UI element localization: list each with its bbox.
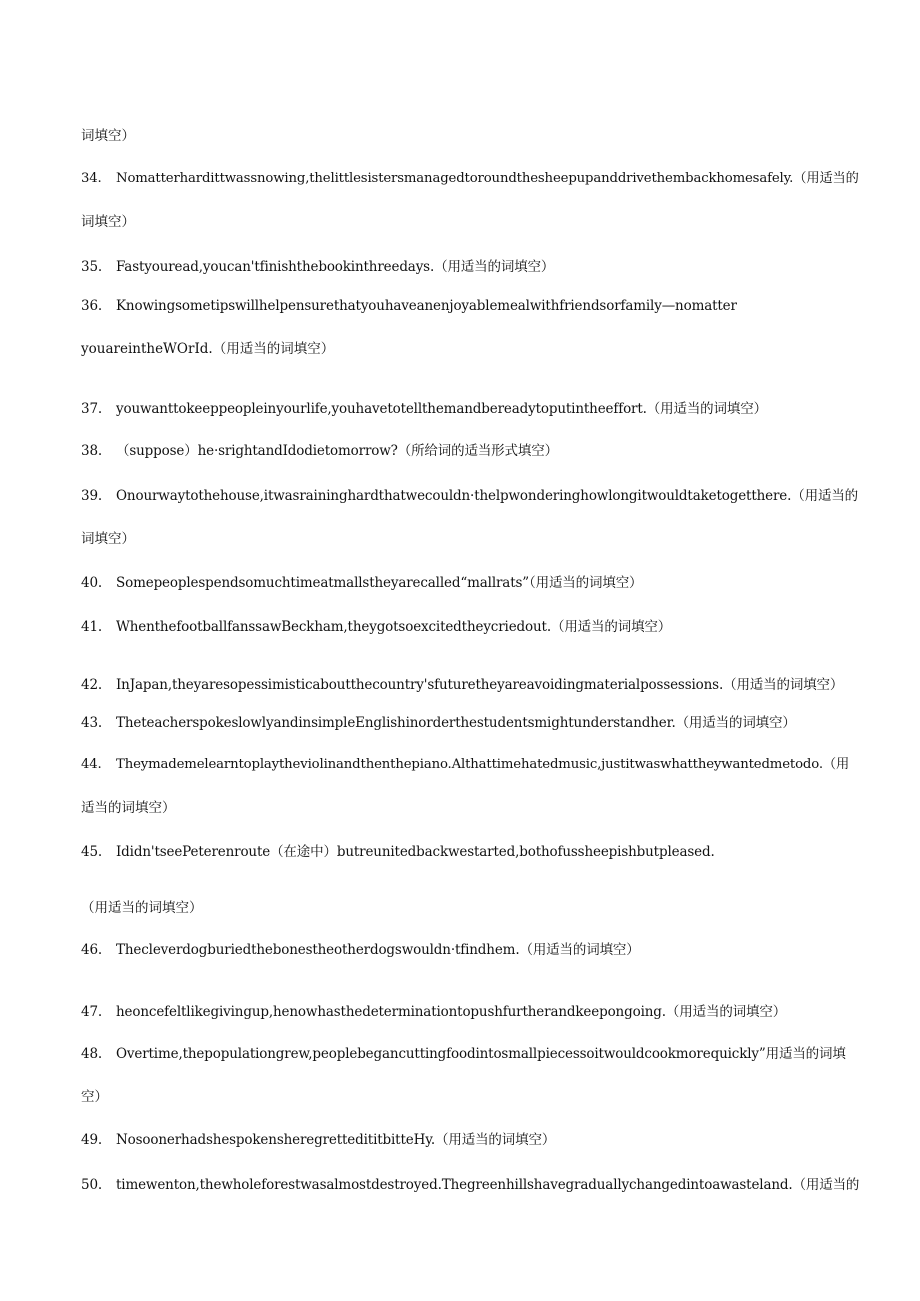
question-number: 48. xyxy=(81,1046,103,1062)
question-text: heoncefeltlikegivingup,henowhasthedeterminationtopushfurtherandkeepongoing.（用适当的词填空） xyxy=(116,1004,787,1020)
question-number: 35. xyxy=(81,259,103,275)
question-text: NosoonerhadshespokensheregrettedititbitteHy.（用适当的词填空） xyxy=(116,1132,556,1148)
question-number: 36. xyxy=(81,298,103,314)
continuation-text: 词填空） xyxy=(81,214,135,230)
continuation-text: 适当的词填空） xyxy=(81,800,176,816)
question-number: 47. xyxy=(81,1004,103,1020)
question-text: Overtime,thepopulationgrew,peoplebegancuttingfoodintosmallpiecessoitwouldcookmorequickly”用适当的词填 xyxy=(116,1046,846,1062)
continuation-text: 词填空） xyxy=(81,128,135,144)
question-50 xyxy=(81,1173,859,1193)
continuation-text: 空） xyxy=(81,1089,108,1105)
question-number: 41. xyxy=(81,619,103,635)
question-35 xyxy=(81,255,554,275)
question-text: Somepeoplespendsomuchtimeatmallstheyarecalled“mallrats”（用适当的词填空） xyxy=(116,575,643,591)
question-number: 37. xyxy=(81,401,103,417)
question-48 xyxy=(81,1042,846,1062)
question-number: 43. xyxy=(81,715,103,731)
question-number: 50. xyxy=(81,1177,103,1193)
question-41 xyxy=(81,615,671,635)
question-text: Onourwaytothehouse,itwasraininghardthatwecouldn·thelpwonderinghowlongitwouldtaketogetthere.（用适当的 xyxy=(116,488,859,504)
question-text: （suppose）he·srightandIdodietomorrow?（所给词的适当形式填空） xyxy=(116,443,558,459)
question-44 xyxy=(81,753,849,772)
question-37 xyxy=(81,397,767,417)
continuation-text: youareintheWOrId.（用适当的词填空） xyxy=(81,341,335,357)
question-34 xyxy=(81,167,859,186)
question-number: 44. xyxy=(81,757,102,772)
question-number: 40. xyxy=(81,575,103,591)
question-text: Nomatterhardittwassnowing,thelittlesistersmanagedtoroundthesheepupanddrivethembackhomesafely.（用适当的 xyxy=(116,171,859,186)
question-45 xyxy=(81,840,715,860)
question-text: timewenton,thewholeforestwasalmostdestroyed.Thegreenhillshavegraduallychangedintoawasteland.（用适当的 xyxy=(116,1177,860,1193)
question-number: 34. xyxy=(81,171,102,186)
question-number: 42. xyxy=(81,677,103,693)
question-text: Theymademelearntoplaytheviolinandthenthepiano.Althattimehatedmusic,justitwaswhattheywantedmetodo.（用 xyxy=(116,757,850,772)
question-number: 39. xyxy=(81,488,103,504)
question-text: Ididn'tseePeterenroute（在途中）butreunitedbackwestarted,bothofussheepishbutpleased. xyxy=(116,844,715,860)
question-text: InJapan,theyaresopessimisticaboutthecountry'sfuturetheyareavoidingmaterialpossessions.（用适当的词填空） xyxy=(116,677,844,693)
question-number: 38. xyxy=(81,443,103,459)
question-39 xyxy=(81,484,858,504)
question-43 xyxy=(81,711,796,731)
question-text: TheteacherspokeslowlyandinsimpleEnglishinorderthestudentsmightunderstandher.（用适当的词填空） xyxy=(116,715,796,731)
question-text: Knowingsometipswillhelpensurethatyouhaveanenjoyablemealwithfriendsorfamily—nomatter xyxy=(116,298,737,314)
question-text: Thecleverdogburiedthebonestheotherdogswouldn·tfindhem.（用适当的词填空） xyxy=(116,942,640,958)
question-text: Fastyouread,youcan'tfinishthebookinthreedays.（用适当的词填空） xyxy=(116,259,555,275)
question-46 xyxy=(81,938,640,958)
question-text: WhenthefootballfanssawBeckham,theygotsoexcitedtheycriedout.（用适当的词填空） xyxy=(116,619,672,635)
question-text: youwanttokeeppeopleinyourlife,youhavetotellthemandbereadytoputintheeffort.（用适当的词填空） xyxy=(116,401,767,417)
continuation-text: （用适当的词填空） xyxy=(81,900,203,916)
question-38 xyxy=(81,439,558,459)
question-42 xyxy=(81,673,843,693)
question-number: 46. xyxy=(81,942,103,958)
question-47 xyxy=(81,1000,786,1020)
question-36 xyxy=(81,298,737,314)
continuation-text: 词填空） xyxy=(81,531,135,547)
question-number: 45. xyxy=(81,844,103,860)
question-40 xyxy=(81,571,642,591)
question-49 xyxy=(81,1128,555,1148)
question-number: 49. xyxy=(81,1132,103,1148)
